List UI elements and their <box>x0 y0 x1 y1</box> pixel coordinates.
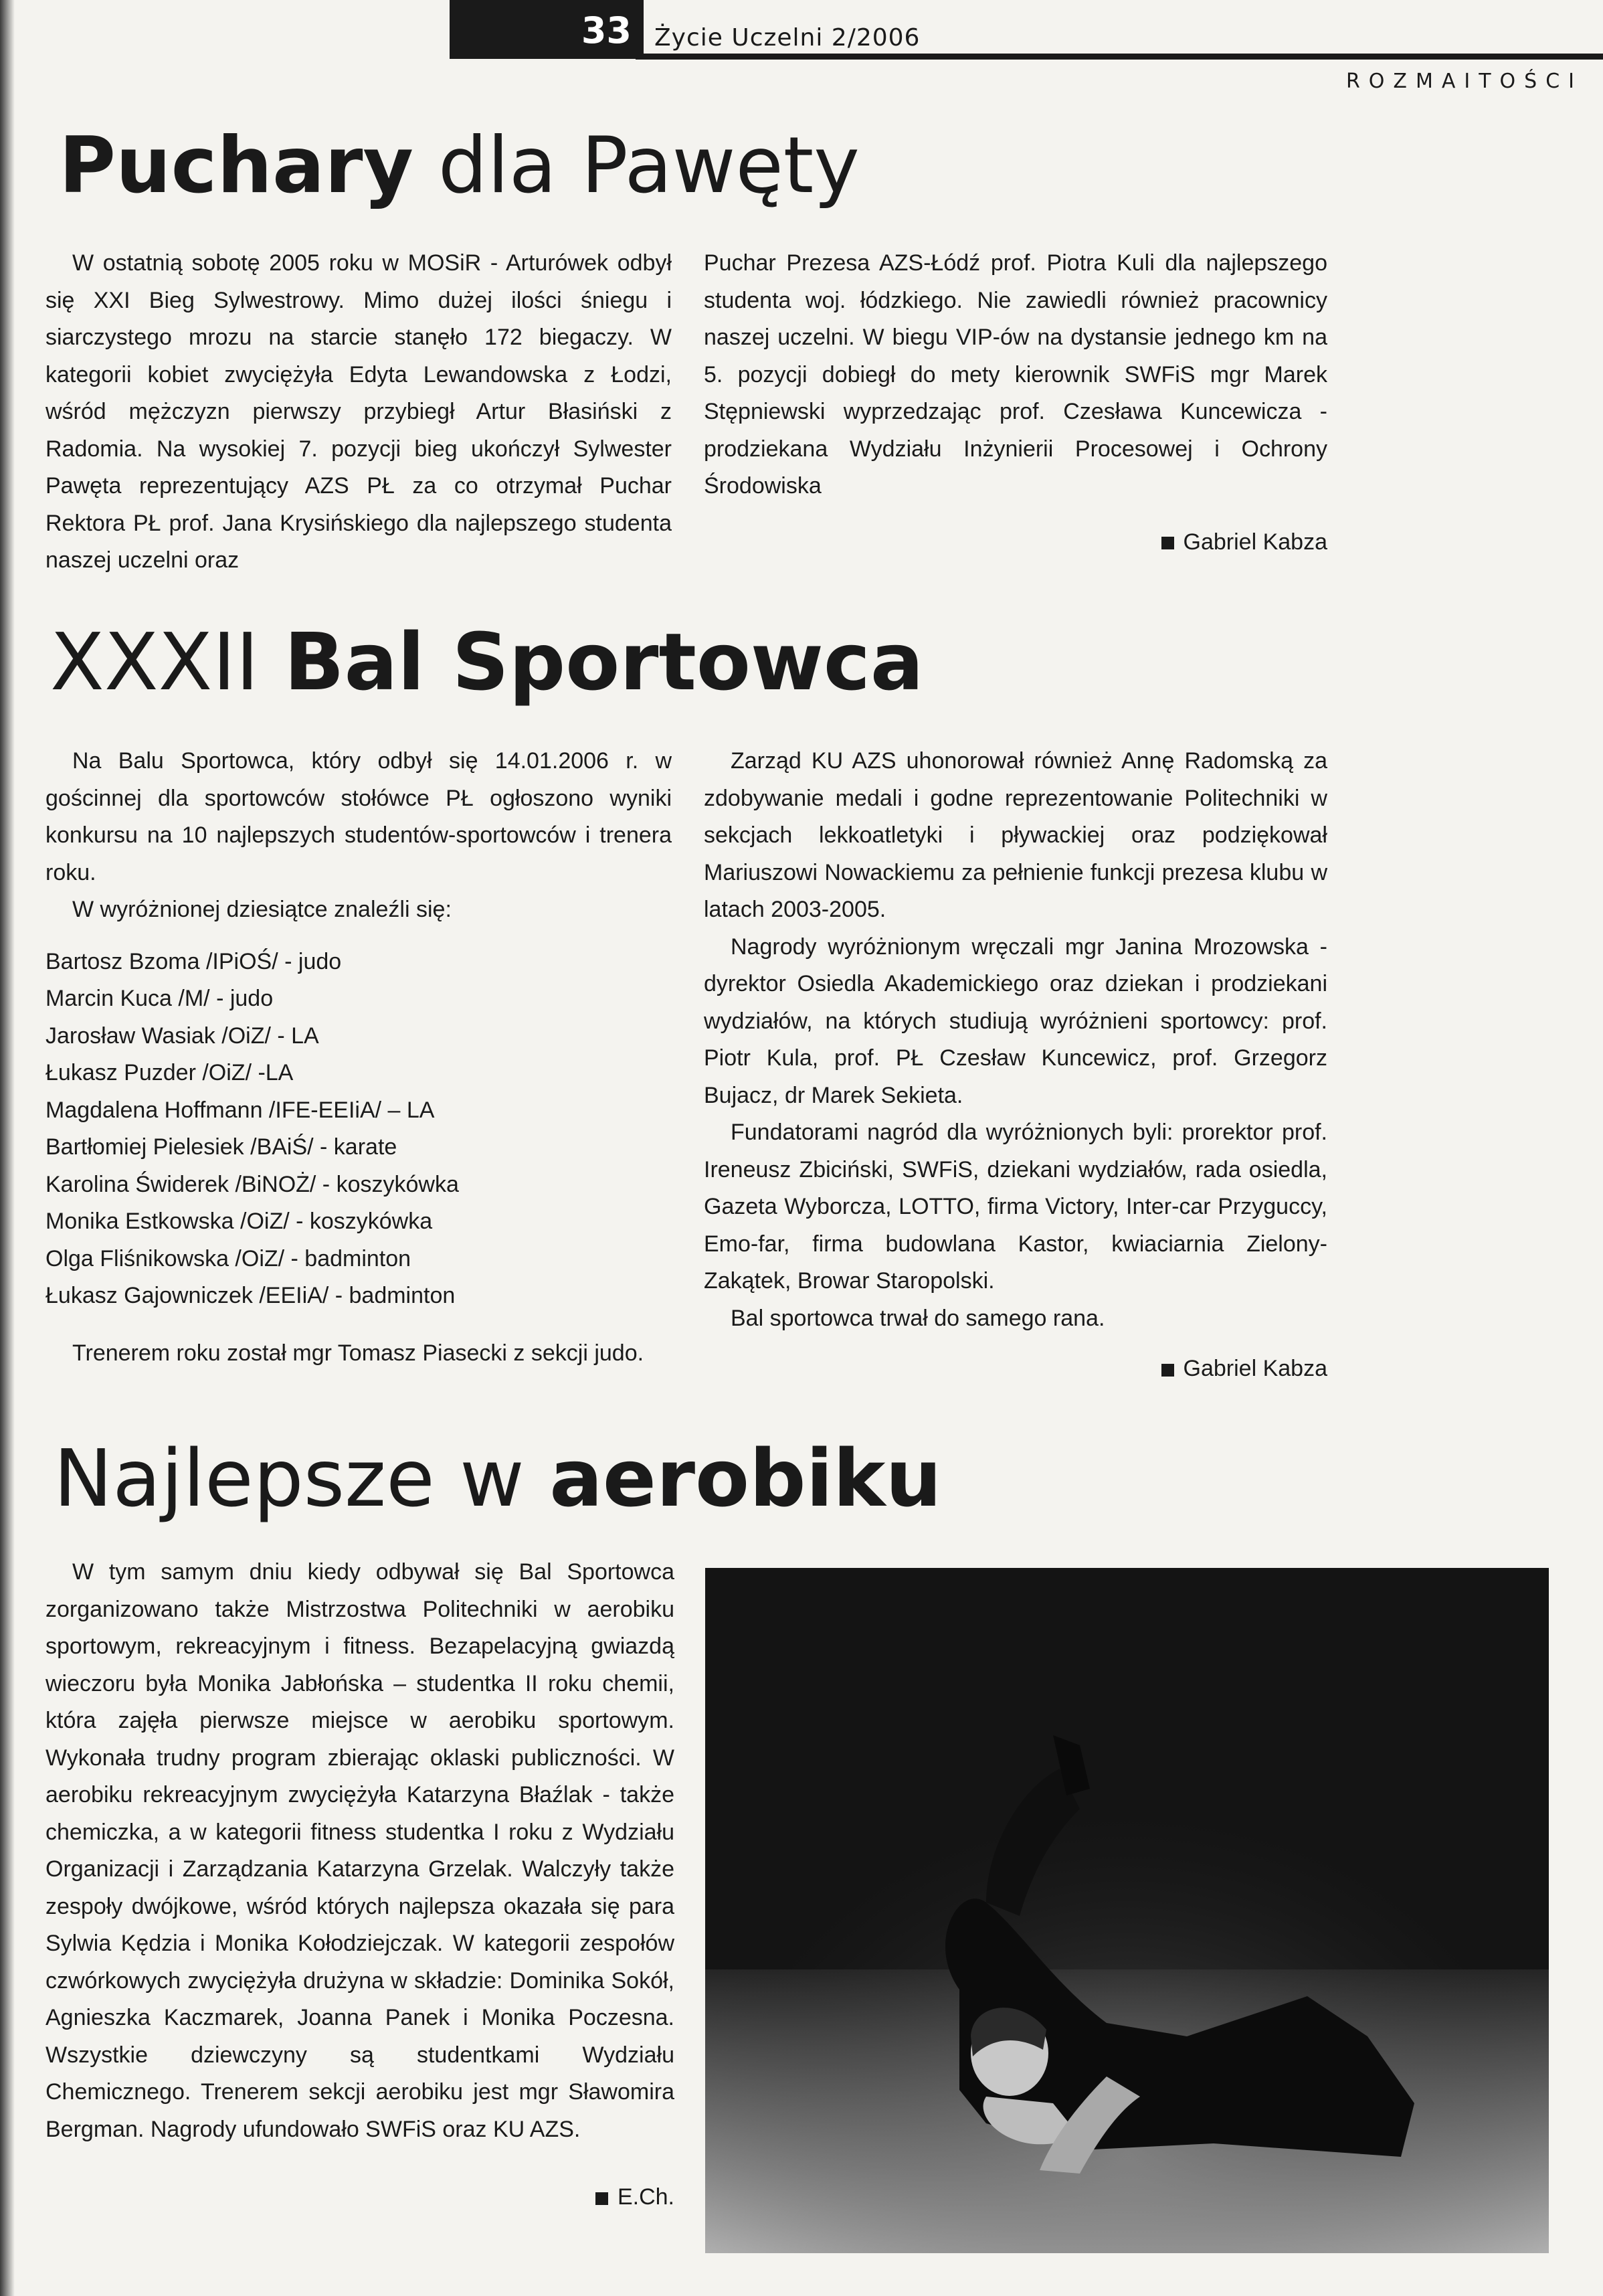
list-item: Olga Fliśnikowska /OiZ/ - badminton <box>45 1245 411 1271</box>
list-item: Bartosz Bzoma /IPiOŚ/ - judo <box>45 948 342 974</box>
article3-title-bold: aerobiku <box>549 1432 942 1524</box>
article2-right-p1: Zarząd KU AZS uhonorował również Annę Radomską za zdobywanie medali i godne reprezentowanie Politechniki w sekcjach lekkoatletyki i pływackiej oraz podziękował Mariuszowi Nowackiemu za pełnienie funkcji prezesa klubu w latach 2003-2005. <box>704 748 1327 922</box>
article3-signature <box>45 2179 674 2216</box>
article1-right-column <box>704 245 1327 561</box>
square-bullet-icon <box>595 2192 608 2205</box>
list-item: Karolina Świderek /BiNOŻ/ - koszykówka <box>45 1171 459 1197</box>
article2-author: Gabriel Kabza <box>1183 1356 1327 1381</box>
article2-list-heading: W wyróżnionej dziesiątce znaleźli się: <box>72 897 452 922</box>
article2-coach: Trenerem roku został mgr Tomasz Piasecki z sekcji judo. <box>72 1340 644 1366</box>
article2-intro: Na Balu Sportowca, który odbył się 14.01.2006 r. w gościnnej dla sportowców stołówce PŁ ogłoszono wyniki konkursu na 10 najlepszych studentów-sportowców i trenera roku. <box>45 748 672 885</box>
article3-title <box>54 1432 942 1524</box>
article1-title <box>59 120 860 211</box>
article3-title-light: Najlepsze w <box>54 1432 525 1524</box>
article3-author: E.Ch. <box>617 2184 674 2210</box>
article1-title-light: dla Pawęty <box>438 120 860 211</box>
article1-left-text: W ostatnią sobotę 2005 roku w MOSiR - Arturówek odbył się XXI Bieg Sylwestrowy. Mimo dużej ilości śniegu i siarczystego mrozu na starcie stanęło 172 biegaczy. W kategorii kobiet zwyciężyła Edyta Lewandowska z Łodzi, wśród mężczyzn pierwszy przybiegł Artur Błasiński z Radomia. Na wysokiej 7. pozycji bieg ukończył Sylwester Pawęta reprezentujący AZS PŁ za co otrzymał Puchar Rektora PŁ prof. Jana Krysińskiego dla najlepszego studenta naszej uczelni oraz <box>45 250 672 573</box>
list-item: Łukasz Puzder /OiZ/ -LA <box>45 1060 294 1085</box>
list-item: Jarosław Wasiak /OiZ/ - LA <box>45 1023 319 1049</box>
article2-title-bold: Bal Sportowca <box>284 616 924 708</box>
journal-title: Życie Uczelni 2/2006 <box>654 24 921 52</box>
article2-right-column <box>704 743 1327 1388</box>
aerobics-photo-svg <box>705 1568 1549 2253</box>
article2-right-p2: Nagrody wyróżnionym wręczali mgr Janina Mrozowska - dyrektor Osiedla Akademickiego oraz dziekan i prodziekani wydziałów, na których studiują wyróżnieni sportowcy: prof. Piotr Kula, prof. PŁ Czesław Kuncewicz, prof. Grzegorz Bujacz, dr Marek Sekieta. <box>704 934 1327 1108</box>
article1-author: Gabriel Kabza <box>1183 529 1327 555</box>
square-bullet-icon <box>1161 537 1174 549</box>
article2-title <box>50 616 924 708</box>
article2-right-p3: Fundatorami nagród dla wyróżnionych byli: prorektor prof. Ireneusz Zbiciński, SWFiS, dziekani wydziałów, rada osiedla, Gazeta Wyborcza, LOTTO, firma Victory, Inter-car Przyguccy, Emo-far, firma budowlana Kastor, kwiaciarnia Zielony-Zakątek, Browar Staropolski. <box>704 1120 1327 1294</box>
article2-signature <box>704 1350 1327 1388</box>
header-rule <box>636 54 1603 60</box>
winners-list <box>45 944 672 1315</box>
article1-right-text: Puchar Prezesa AZS-Łódź prof. Piotra Kuli dla najlepszego studenta woj. łódzkiego. Nie zawiedli również pracownicy naszej uczelni. W biegu VIP-ów na dystansie jednego km na 5. pozycji dobiegł do mety kierownik SWFiS mgr Marek Stępniewski wyprzedzając prof. Czesława Kuncewicza - prodziekana Wydziału Inżynierii Procesowej i Ochrony Środowiska <box>704 250 1327 499</box>
square-bullet-icon <box>1161 1364 1174 1377</box>
article1-left-column <box>45 245 672 580</box>
list-item: Magdalena Hoffmann /IFE-EEIiA/ – LA <box>45 1097 435 1123</box>
article3-column <box>45 1554 674 2216</box>
article1-signature <box>704 524 1327 561</box>
list-item: Łukasz Gajowniczek /EEIiA/ - badminton <box>45 1283 456 1308</box>
article2-left-column <box>45 743 672 1372</box>
article1-title-bold: Puchary <box>59 120 414 211</box>
article2-title-light: XXXII <box>50 616 260 708</box>
list-item: Marcin Kuca /M/ - judo <box>45 986 274 1011</box>
aerobics-photo <box>705 1568 1549 2253</box>
article3-text: W tym samym dniu kiedy odbywał się Bal Sportowca zorganizowano także Mistrzostwa Politechniki w aerobiku sportowym, rekreacyjnym i fitness. Bezapelacyjną gwiazdą wieczoru była Monika Jabłońska – studentka II roku chemii, która zajęła pierwsze miejsce w aerobiku sportowym. Wykonała trudny program zbierając oklaski publiczności. W aerobiku rekreacyjnym zwyciężyła Katarzyna Błaźlak - także chemiczka, a w kategorii fitness studentka I roku z Wydziału Organizacji i Zarządzania Katarzyna Grzelak. Walczyły także zespoły dwójkowe, wśród których najlepsza okazała się para Sylwia Kędzia i Monika Kołodziejczak. W kategorii zespołów czwórkowych zwyciężyła drużyna w składzie: Dominika Sokół, Agnieszka Kaczmarek, Joanna Panek i Monika Poczesna. Wszystkie dziewczyny są studentkami Wydziału Chemicznego. Trenerem sekcji aerobiku jest mgr Sławomira Bergman. Nagrody ufundowało SWFiS oraz KU AZS. <box>45 1559 674 2142</box>
page-number: 33 <box>581 9 632 52</box>
list-item: Monika Estkowska /OiZ/ - koszykówka <box>45 1209 433 1234</box>
page-edge-shadow <box>0 0 15 2296</box>
section-title: ROZMAITOŚCI <box>1345 70 1583 93</box>
article2-right-p4: Bal sportowca trwał do samego rana. <box>731 1305 1105 1331</box>
list-item: Bartłomiej Pielesiek /BAiŚ/ - karate <box>45 1134 397 1160</box>
